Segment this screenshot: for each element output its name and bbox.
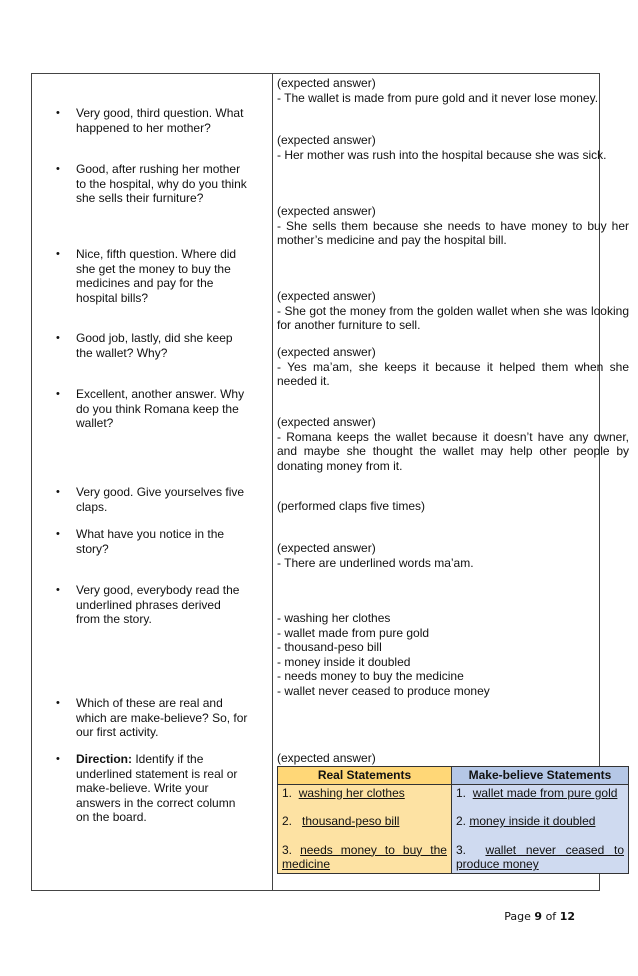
answer-text: - She got the money from the golden wallet when she was looking for another furniture to sell. <box>277 303 629 332</box>
item-text: needs money to buy the medicine <box>282 842 447 871</box>
answer-text: - Her mother was rush into the hospital because she was sick. <box>277 147 607 162</box>
expected-answer-label: (expected answer) <box>277 415 376 429</box>
make-believe-statement-item <box>456 814 624 843</box>
real-vs-make-believe-table <box>277 766 629 874</box>
question-text: Good job, lastly, did she keep the wallet? Why? <box>76 331 233 360</box>
expected-answer-label: (expected answer) <box>277 289 376 303</box>
bullet-icon: • <box>56 753 60 765</box>
bullet-icon: • <box>56 528 60 540</box>
question-text: Very good, third question. What happened to her mother? <box>76 106 244 135</box>
phrase-item: - wallet never ceased to produce money <box>277 683 490 698</box>
real-statement-item <box>282 786 447 815</box>
answer-text: - Yes ma’am, she keeps it because it helped them when she needed it. <box>277 359 629 388</box>
question-text: Nice, fifth question. Where did she get the money to buy the medicines and pay for the hospital bills? <box>76 247 237 305</box>
make-believe-statement-item <box>456 843 624 872</box>
question-text <box>76 752 248 825</box>
item-text: money inside it doubled <box>469 814 596 828</box>
direction-label: Direction: <box>76 752 133 766</box>
answer-text: - There are underlined words ma’am. <box>277 555 474 570</box>
pupil-activity-column <box>277 74 629 890</box>
answer-text: - The wallet is made from pure gold and it never lose money. <box>277 90 599 105</box>
current-page: 9 <box>534 910 543 923</box>
answer-block <box>277 499 629 514</box>
item-text: wallet made from pure gold <box>472 785 618 800</box>
expected-answer-label: (expected answer) <box>277 751 376 765</box>
answer-block <box>277 76 629 105</box>
bullet-icon: • <box>56 388 60 400</box>
item-text: thousand-peso bill <box>302 814 400 828</box>
question-text: Excellent, another answer. Why do you think Romana keep the wallet? <box>76 387 245 430</box>
bullet-icon: • <box>56 248 60 260</box>
lesson-table <box>31 73 629 891</box>
real-statement-item <box>282 814 447 843</box>
phrase-item: - needs money to buy the medicine <box>277 669 464 683</box>
underlined-phrases-list <box>277 611 629 698</box>
page-word: Page <box>504 910 531 923</box>
bullet-icon: • <box>56 697 60 709</box>
real-statements-cell <box>278 784 452 873</box>
item-number: 3. <box>456 842 467 857</box>
answer-text: (performed claps five times) <box>277 499 426 513</box>
question-text: What have you notice in the story? <box>76 527 225 556</box>
answer-text: - She sells them because she needs to have money to buy her mother’s medicine and pay the hospital bill. <box>277 218 629 247</box>
answer-block <box>277 541 629 570</box>
bullet-icon: • <box>56 163 60 175</box>
direction-text: Identify if the underlined statement is real or make-believe. Write your answers in the correct column on the board. <box>76 752 238 824</box>
answer-block <box>277 133 629 162</box>
make-believe-statements-cell <box>452 784 629 873</box>
question-text: Which of these are real and which are make-believe? So, for our first activity. <box>76 696 248 739</box>
item-text: wallet never ceased to produce money <box>456 842 624 871</box>
question-text: Very good. Give yourselves five claps. <box>76 485 245 514</box>
expected-answer-label: (expected answer) <box>277 345 376 359</box>
phrase-item: - thousand-peso bill <box>277 640 382 654</box>
bullet-icon: • <box>56 584 60 596</box>
bullet-icon: • <box>56 486 60 498</box>
bullet-icon: • <box>56 107 60 119</box>
expected-answer-label: (expected answer) <box>277 133 376 147</box>
item-number: 1. <box>456 785 467 800</box>
phrase-item: - wallet made from pure gold <box>277 625 430 640</box>
expected-answer-label: (expected answer) <box>277 76 376 90</box>
item-number: 2. <box>456 814 467 828</box>
expected-answer-label: (expected answer) <box>277 541 376 555</box>
phrase-item: - money inside it doubled <box>277 654 411 669</box>
answer-text: - Romana keeps the wallet because it doesn’t have any owner, and maybe she thought the wallet may help other people by donating money from it. <box>277 429 629 473</box>
of-word: of <box>545 910 557 923</box>
answer-block <box>277 289 629 333</box>
real-statements-header: Real Statements <box>278 767 452 785</box>
answer-block <box>277 415 629 473</box>
question-text: Very good, everybody read the underlined phrases derived from the story. <box>76 583 240 626</box>
answer-block <box>277 345 629 389</box>
answer-block <box>277 204 629 248</box>
item-text: washing her clothes <box>298 785 405 800</box>
total-pages: 12 <box>559 910 575 923</box>
column-divider <box>272 74 273 890</box>
phrase-item: - washing her clothes <box>277 611 391 625</box>
real-statement-item <box>282 843 447 872</box>
answer-block <box>277 751 629 766</box>
question-text: Good, after rushing her mother to the hospital, why do you think she sells their furniture? <box>76 162 247 205</box>
item-number: 3. <box>282 842 293 857</box>
bullet-icon: • <box>56 332 60 344</box>
expected-answer-label: (expected answer) <box>277 204 376 218</box>
teacher-activity-column <box>32 74 272 890</box>
item-number: 2. <box>282 814 293 828</box>
make-believe-statement-item <box>456 786 624 815</box>
make-believe-statements-header: Make-believe Statements <box>452 767 629 785</box>
item-number: 1. <box>282 785 293 800</box>
page-number-footer <box>504 910 575 923</box>
